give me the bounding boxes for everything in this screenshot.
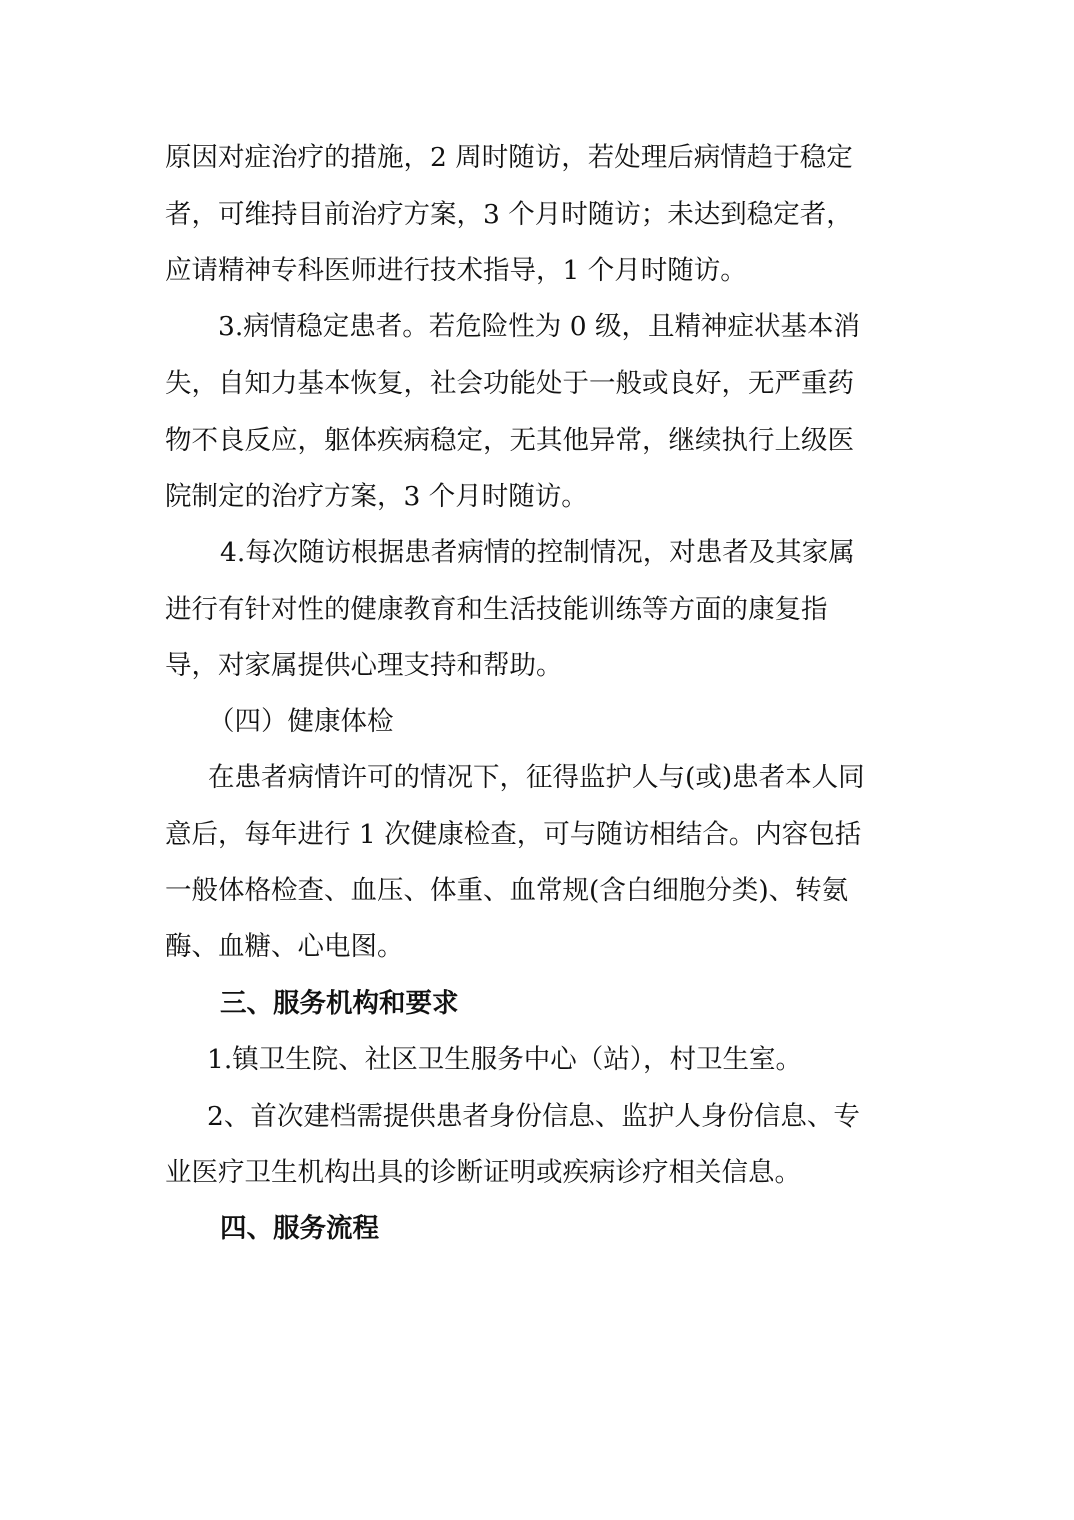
text-line: 4.每次随访根据患者病情的控制情况，对患者及其家属: [220, 537, 855, 568]
text-line: 原因对症治疗的措施，2 周时随访，若处理后病情趋于稳定: [165, 142, 853, 173]
text-line: 应请精神专科医师进行技术指导，1 个月时随访。: [165, 255, 747, 286]
text-line: 进行有针对性的健康教育和生活技能训练等方面的康复指: [165, 594, 828, 625]
text-line: 酶、血糖、心电图。: [165, 931, 404, 962]
text-line: 1.镇卫生院、社区卫生服务中心（站），村卫生室。: [207, 1044, 803, 1075]
text-line: 3.病情稳定患者。若危险性为 0 级，且精神症状基本消: [218, 311, 860, 342]
text-line: 物不良反应，躯体疾病稳定，无其他异常，继续执行上级医: [165, 425, 854, 456]
text-line: 2、首次建档需提供患者身份信息、监护人身份信息、专: [207, 1101, 860, 1132]
section-heading: 四、服务流程: [220, 1213, 379, 1244]
text-line: 一般体格检查、血压、体重、血常规(含白细胞分类)、转氨: [165, 875, 849, 906]
text-line: 院制定的治疗方案，3 个月时随访。: [165, 481, 588, 512]
text-line: 失，自知力基本恢复，社会功能处于一般或良好，无严重药: [165, 368, 854, 399]
text-line: 导，对家属提供心理支持和帮助。: [165, 650, 563, 681]
text-line: 业医疗卫生机构出具的诊断证明或疾病诊疗相关信息。: [165, 1157, 801, 1188]
subsection-heading: （四）健康体检: [208, 706, 394, 737]
text-line: 在患者病情许可的情况下，征得监护人与(或)患者本人同: [208, 762, 865, 793]
section-heading: 三、服务机构和要求: [220, 988, 459, 1019]
text-line: 者，可维持目前治疗方案，3 个月时随访；未达到稳定者，: [165, 199, 853, 230]
text-line: 意后，每年进行 1 次健康检查，可与随访相结合。内容包括: [165, 819, 862, 850]
